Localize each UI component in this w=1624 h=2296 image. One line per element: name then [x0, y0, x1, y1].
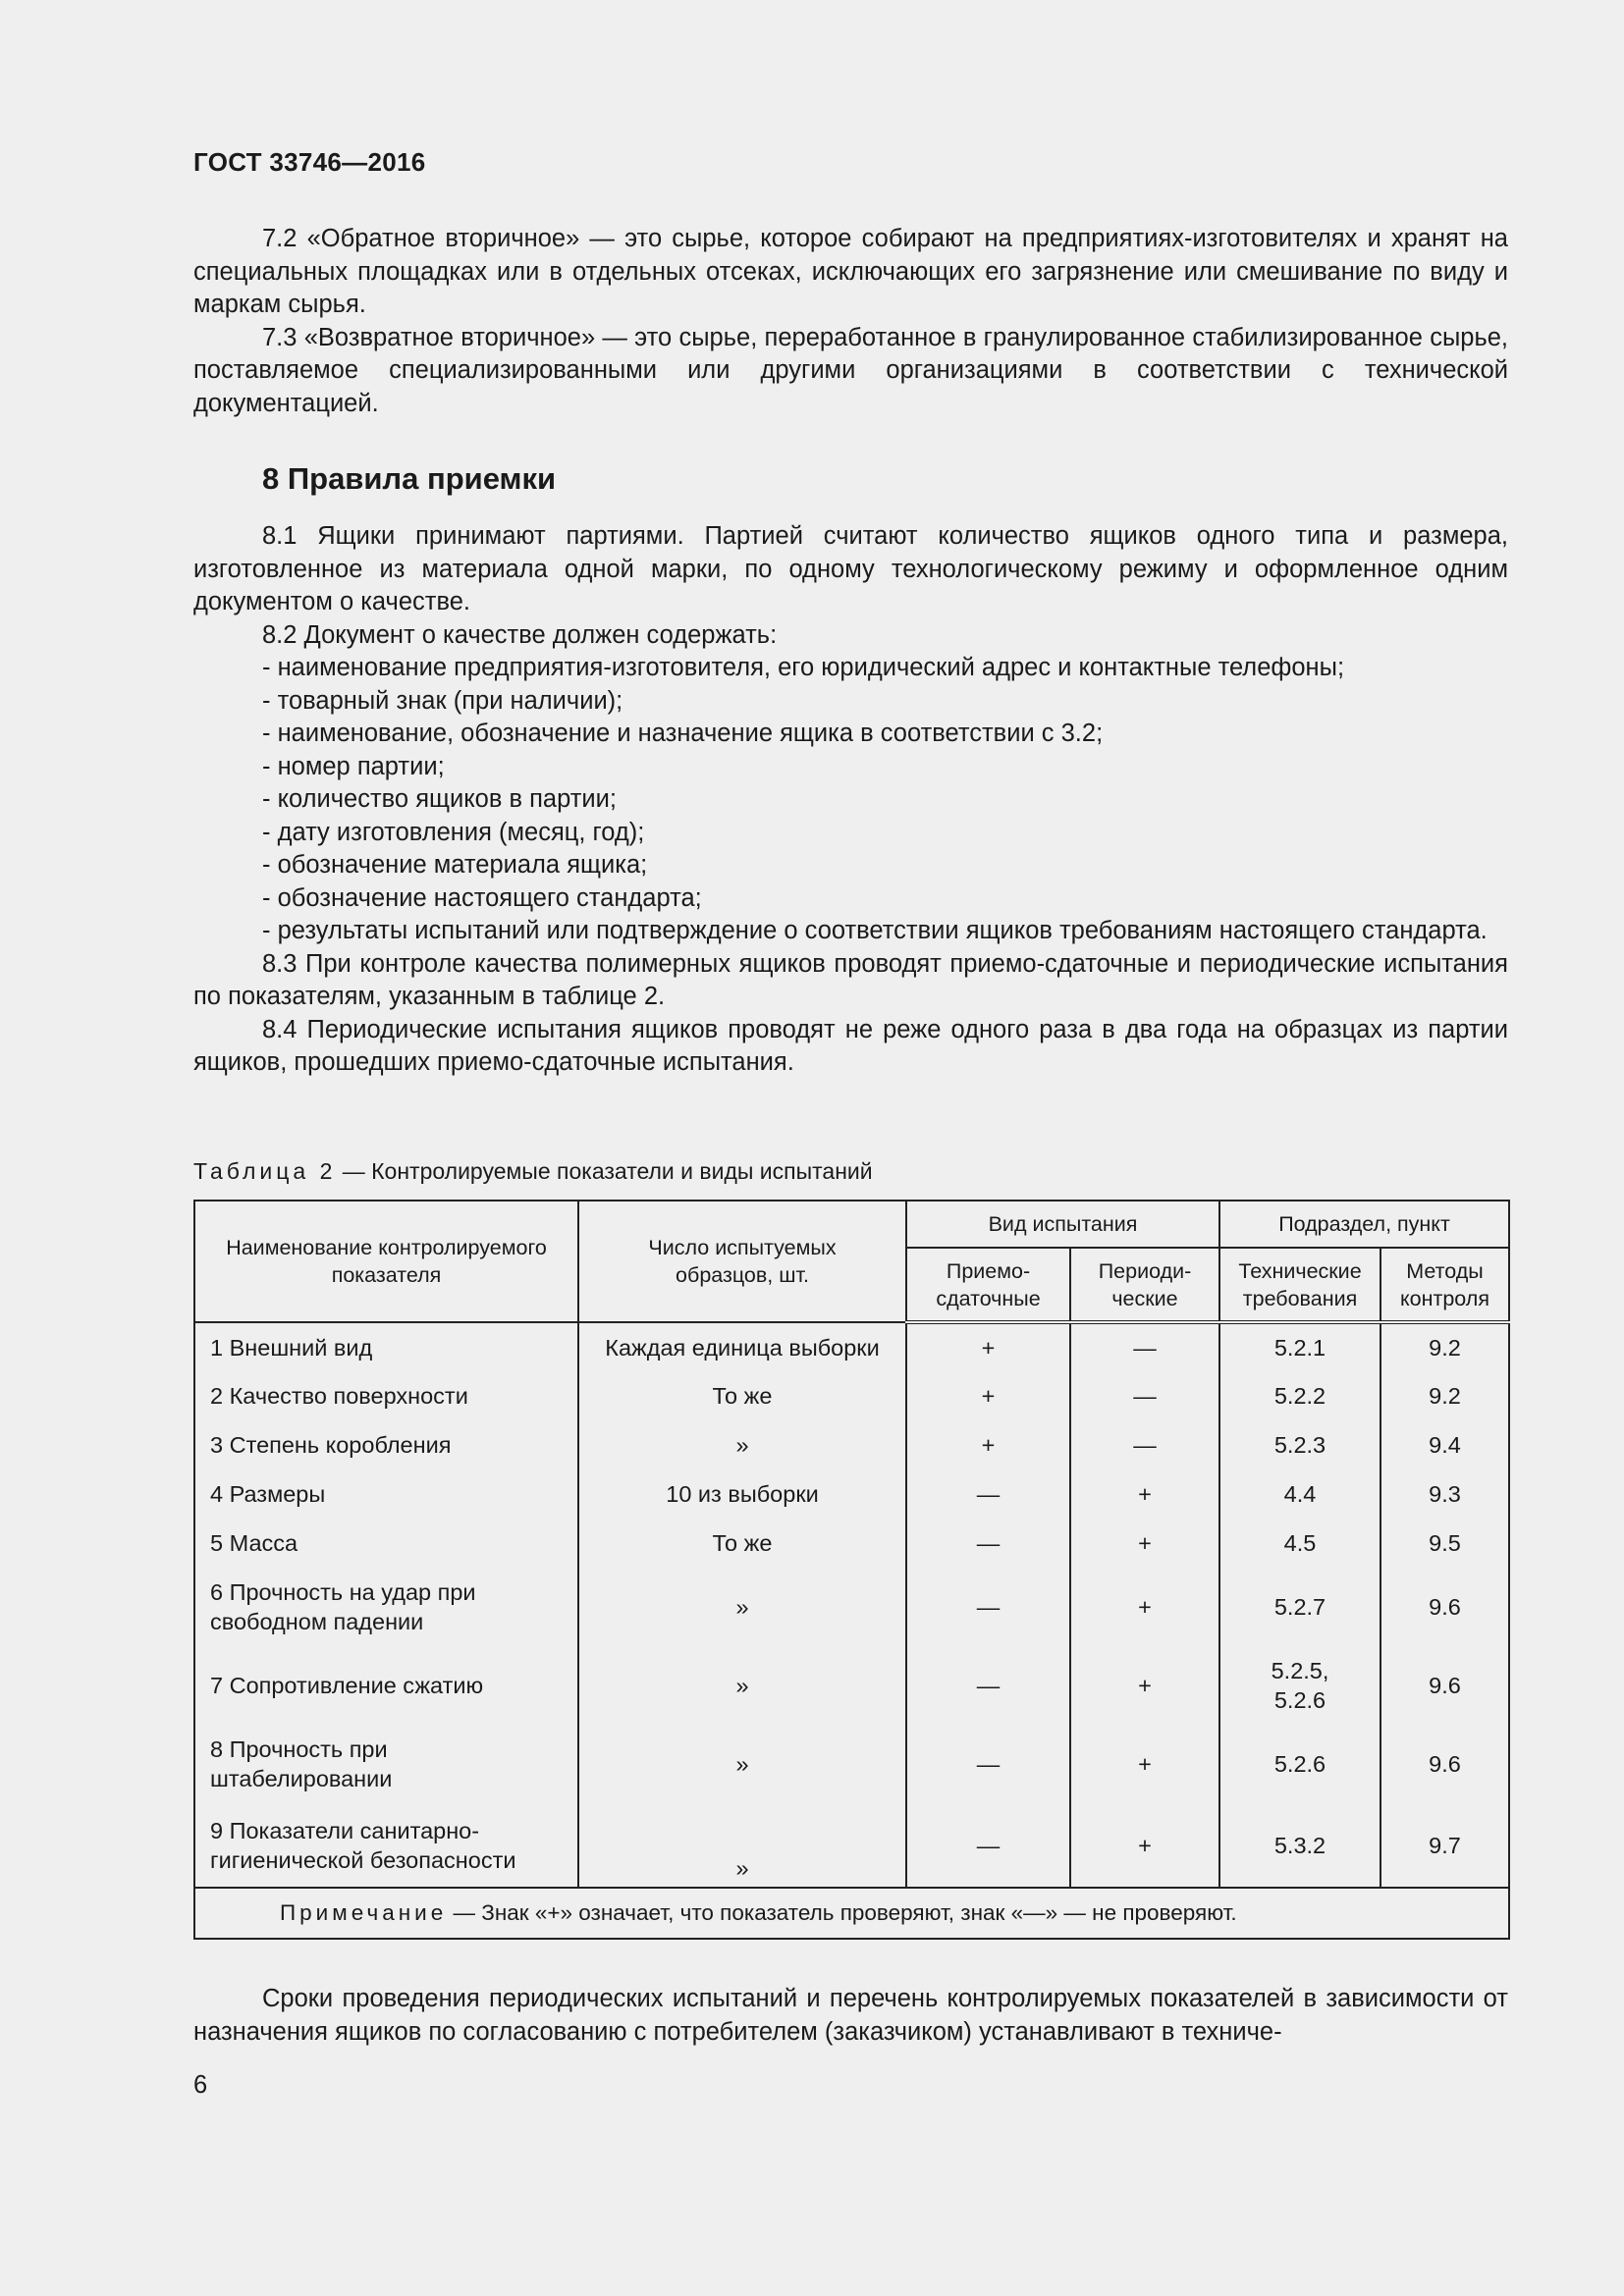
table-row	[194, 1646, 1509, 1725]
cell-methods: 9.6	[1380, 1568, 1509, 1646]
table-note	[194, 1888, 1509, 1939]
table-row	[194, 1371, 1509, 1420]
cell-periodic: +	[1070, 1469, 1219, 1519]
table-row	[194, 1725, 1509, 1803]
table-row	[194, 1322, 1509, 1371]
table-row	[194, 1803, 1509, 1888]
cell-periodic: —	[1070, 1371, 1219, 1420]
cell-methods: 9.4	[1380, 1420, 1509, 1469]
paragraph-8-4: 8.4 Периодические испытания ящиков проводят не реже одного раза в два года на образцах из партии ящиков, прошедших приемо-сдаточные испытания.	[193, 1015, 1508, 1076]
table-row	[194, 1519, 1509, 1568]
cell-methods: 9.2	[1380, 1322, 1509, 1371]
list-item: - обозначение настоящего стандарта;	[262, 883, 702, 912]
list-item: - обозначение материала ящика;	[262, 851, 648, 879]
paragraph-8-3: 8.3 При контроле качества полимерных ящиков проводят приемо-сдаточные и периодические испытания по показателям, указанным в таблице 2.	[193, 949, 1508, 1010]
cell-periodic: +	[1070, 1803, 1219, 1888]
header-acceptance: Приемо-сдаточные	[906, 1248, 1070, 1322]
cell-tech-req: 5.2.2	[1219, 1371, 1380, 1420]
cell-periodic: +	[1070, 1568, 1219, 1646]
table-row	[194, 1469, 1509, 1519]
cell-tech-req: 5.2.6	[1219, 1725, 1380, 1803]
table-row	[194, 1568, 1509, 1646]
header-test-type: Вид испытания	[906, 1201, 1219, 1248]
list-item-last: - результаты испытаний или подтверждение о соответствии ящиков требованиям настоящего стандарта.	[262, 917, 1488, 944]
cell-tech-req: 4.5	[1219, 1519, 1380, 1568]
cell-name: 3 Степень коробления	[194, 1420, 578, 1469]
list-item: - наименование, обозначение и назначение ящика в соответствии с 3.2;	[262, 720, 1104, 747]
cell-name: 7 Сопротивление сжатию	[194, 1646, 578, 1725]
page-number: 6	[193, 2071, 208, 2099]
list-item: - количество ящиков в партии;	[262, 785, 617, 813]
cell-periodic: —	[1070, 1420, 1219, 1469]
cell-count: То же	[578, 1519, 906, 1568]
paragraph-8-1: 8.1 Ящики принимают партиями. Партией считают количество ящиков одного типа и размера, изготовленное из материала одной марки, по одному технологическому режиму и оформленное одним документом о качестве.	[193, 522, 1508, 615]
inspection-table	[193, 1200, 1510, 1940]
section-7-text	[193, 223, 1508, 420]
list-item: - дату изготовления (месяц, год);	[262, 818, 645, 846]
cell-periodic: +	[1070, 1646, 1219, 1725]
table-row	[194, 1420, 1509, 1469]
cell-periodic: —	[1070, 1322, 1219, 1371]
cell-acceptance: —	[906, 1519, 1070, 1568]
cell-acceptance: +	[906, 1322, 1070, 1371]
cell-periodic: +	[1070, 1519, 1219, 1568]
cell-periodic: +	[1070, 1725, 1219, 1803]
cell-methods: 9.7	[1380, 1803, 1509, 1888]
list-item: - номер партии;	[262, 752, 445, 780]
cell-count: »	[578, 1803, 906, 1888]
cell-tech-req: 5.2.7	[1219, 1568, 1380, 1646]
paragraph-8-2: 8.2 Документ о качестве должен содержать:	[262, 620, 778, 649]
after-table-text	[193, 1983, 1508, 2049]
cell-count: »	[578, 1420, 906, 1469]
table-caption-label: Таблица 2	[193, 1158, 337, 1184]
cell-tech-req: 5.2.3	[1219, 1420, 1380, 1469]
list-item: - наименование предприятия-изготовителя, его юридический адрес и контактные телефоны;	[262, 654, 1345, 681]
cell-acceptance: —	[906, 1803, 1070, 1888]
cell-name: 2 Качество поверхности	[194, 1371, 578, 1420]
cell-acceptance: —	[906, 1646, 1070, 1725]
cell-methods: 9.2	[1380, 1371, 1509, 1420]
cell-name: 1 Внешний вид	[194, 1322, 578, 1371]
header-indicator-name: Наименование контролируемого показателя	[194, 1201, 578, 1322]
header-subsection: Подраздел, пункт	[1219, 1201, 1509, 1248]
cell-tech-req: 5.2.5, 5.2.6	[1219, 1646, 1380, 1725]
cell-methods: 9.6	[1380, 1725, 1509, 1803]
cell-acceptance: —	[906, 1469, 1070, 1519]
cell-name: 6 Прочность на удар при свободном падении	[194, 1568, 578, 1646]
document-code-header: ГОСТ 33746—2016	[193, 147, 426, 177]
section-8-text	[193, 520, 1508, 1080]
cell-methods: 9.5	[1380, 1519, 1509, 1568]
cell-count: Каждая единица выборки	[578, 1322, 906, 1371]
header-tech-req: Технические требования	[1219, 1248, 1380, 1322]
cell-count: »	[578, 1725, 906, 1803]
cell-acceptance: +	[906, 1420, 1070, 1469]
cell-count: »	[578, 1568, 906, 1646]
cell-tech-req: 4.4	[1219, 1469, 1380, 1519]
cell-count: 10 из выборки	[578, 1469, 906, 1519]
paragraph-7-2: 7.2 «Обратное вторичное» — это сырье, которое собирают на предприятиях-изготовителях и хранят на специальных площадках или в отдельных отсеках, исключающих его загрязнение или смешивание по виду и маркам сырья.	[193, 225, 1508, 318]
cell-methods: 9.6	[1380, 1646, 1509, 1725]
table-note-label: Примечание	[280, 1900, 448, 1925]
cell-count: »	[578, 1646, 906, 1725]
cell-count: То же	[578, 1371, 906, 1420]
table-caption	[193, 1158, 873, 1185]
cell-acceptance: +	[906, 1371, 1070, 1420]
section-heading: 8 Правила приемки	[262, 461, 557, 496]
cell-tech-req: 5.3.2	[1219, 1803, 1380, 1888]
header-sample-count: Число испытуемых образцов, шт.	[578, 1201, 906, 1322]
cell-acceptance: —	[906, 1568, 1070, 1646]
cell-name: 8 Прочность при штабелировании	[194, 1725, 578, 1803]
header-periodic: Периоди-ческие	[1070, 1248, 1219, 1322]
cell-name: 9 Показатели санитарно-гигиенической безопасности	[194, 1803, 578, 1888]
header-methods: Методы контроля	[1380, 1248, 1509, 1322]
list-item: - товарный знак (при наличии);	[262, 686, 623, 715]
paragraph-periodic-tests: Сроки проведения периодических испытаний и перечень контролируемых показателей в зависимости от назначения ящиков по согласованию с потребителем (заказчиком) устанавливают в техниче-	[193, 1985, 1508, 2046]
cell-name: 4 Размеры	[194, 1469, 578, 1519]
paragraph-7-3: 7.3 «Возвратное вторичное» — это сырье, переработанное в гранулированное стабилизированное сырье, поставляемое специализированными или другими организациями в соответствии с технической документацией.	[193, 323, 1508, 417]
cell-acceptance: —	[906, 1725, 1070, 1803]
table-caption-text: — Контролируемые показатели и виды испытаний	[336, 1158, 873, 1184]
cell-name: 5 Масса	[194, 1519, 578, 1568]
cell-tech-req: 5.2.1	[1219, 1322, 1380, 1371]
table-note-text: — Знак «+» означает, что показатель проверяют, знак «—» — не проверяют.	[447, 1900, 1237, 1925]
cell-methods: 9.3	[1380, 1469, 1509, 1519]
